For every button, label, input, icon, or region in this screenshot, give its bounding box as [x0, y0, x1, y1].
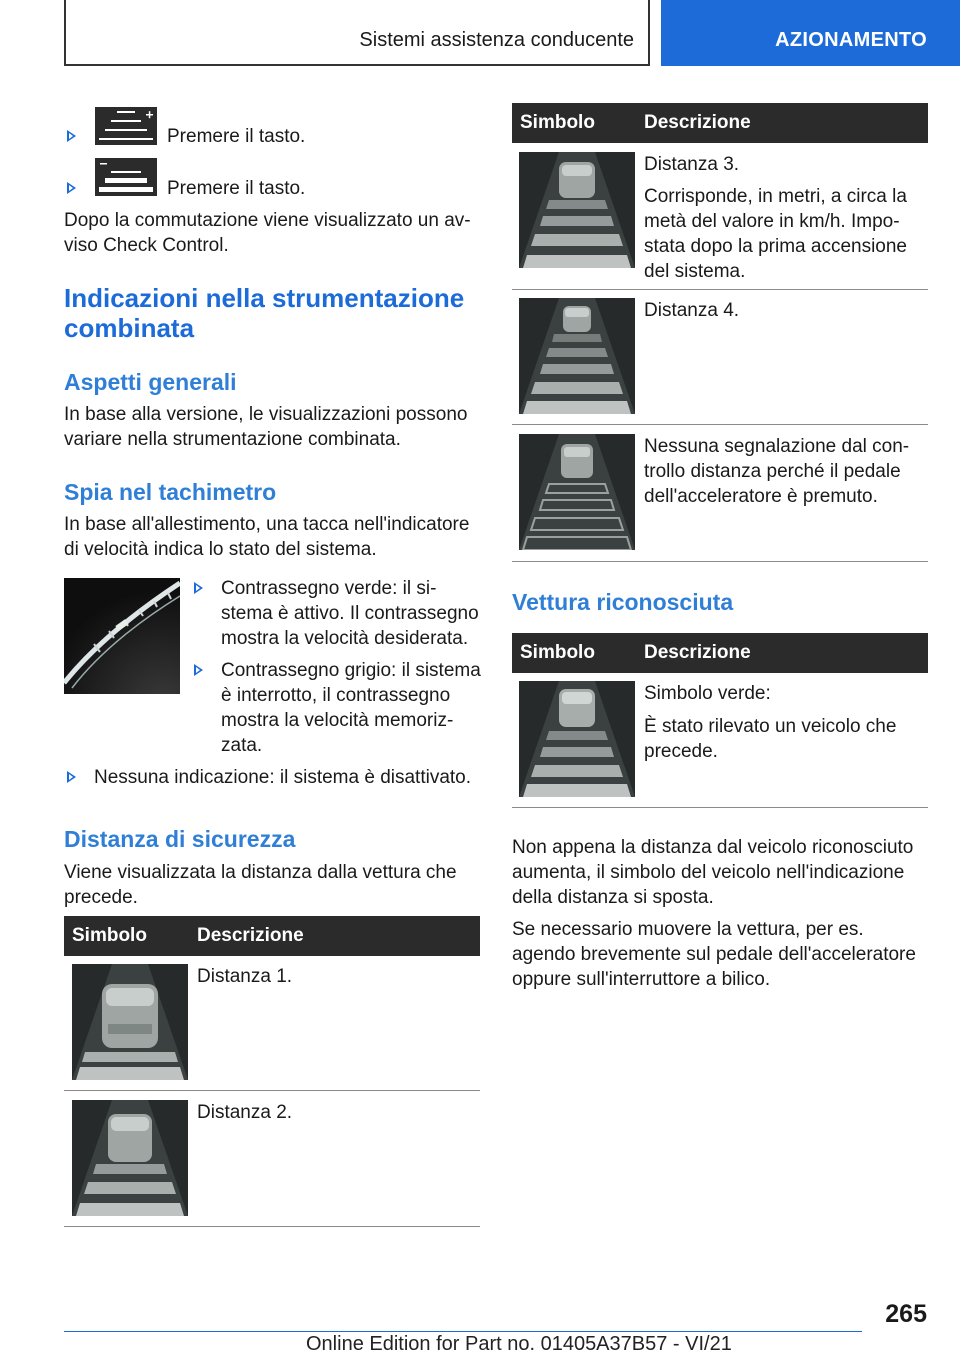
- col-symbol-header: Simbolo: [520, 642, 595, 663]
- bullet-arrow-icon: [194, 582, 203, 594]
- bullet3-text: Nessuna indicazione: il sistema è disattivato.: [94, 767, 472, 788]
- bullet-arrow-icon: [194, 664, 203, 676]
- general-heading: Aspetti generali: [64, 369, 237, 395]
- bullet2-line1: Contrassegno grigio: il sistema: [221, 660, 481, 681]
- recognized-title: Simbolo verde:: [644, 683, 771, 704]
- left-table-header: [64, 916, 480, 956]
- footer-divider: [64, 1331, 862, 1332]
- distance-1-symbol: [72, 964, 188, 1080]
- para2-line1: Se necessario muovere la vettura, per es.: [512, 919, 864, 940]
- para2-line2: agendo brevemente sul pedale dell'acceleratore: [512, 944, 916, 965]
- recognized-line1: È stato rilevato un veicolo che: [644, 716, 897, 737]
- distance-3-line3: stata dopo la prima accensione: [644, 236, 907, 257]
- bullet1-line3: mostra la velocità desiderata.: [221, 628, 469, 649]
- distance-2-symbol: [72, 1100, 188, 1216]
- col-symbol-header: Simbolo: [72, 925, 147, 946]
- no-signal-symbol: [519, 434, 635, 550]
- step1-text: Premere il tasto.: [167, 126, 306, 147]
- section-heading-line1: Indicazioni nella strumentazione: [64, 283, 465, 313]
- tacho-text-line2: di velocità indica lo stato del sistema.: [64, 539, 377, 560]
- speedometer-marker-image: [64, 578, 180, 694]
- distance-decrease-button-icon: [95, 158, 157, 196]
- para1-line1: Non appena la distanza dal veicolo riconosciuto: [512, 837, 914, 858]
- edition-text: Online Edition for Part no. 01405A37B57 - VI/21: [306, 1333, 732, 1355]
- col-desc-header: Descrizione: [197, 925, 304, 946]
- distance-1-desc: Distanza 1.: [197, 966, 293, 987]
- recognized-table-header: [512, 633, 928, 673]
- row-divider: [64, 1090, 480, 1091]
- general-text-line1: In base alla versione, le visualizzazioni possono: [64, 404, 468, 425]
- distance-3-title: Distanza 3.: [644, 154, 740, 175]
- vehicle-recognized-symbol: [519, 681, 635, 797]
- bullet2-line3: mostra la velocità memoriz-: [221, 710, 454, 731]
- tacho-heading: Spia nel tachimetro: [64, 479, 277, 505]
- distance-heading: Distanza di sicurezza: [64, 826, 296, 852]
- step-arrow-icon: [67, 182, 76, 194]
- no-signal-line1: Nessuna segnalazione dal con-: [644, 436, 910, 457]
- general-text-line2: variare nella strumentazione combinata.: [64, 429, 401, 450]
- bullet1-line2: stema è attivo. Il contrassegno: [221, 603, 479, 624]
- step2-text: Premere il tasto.: [167, 178, 306, 199]
- distance-4-symbol: [519, 298, 635, 414]
- page-number: 265: [885, 1300, 927, 1328]
- right-table-header: [512, 103, 928, 143]
- no-signal-line3: dell'acceleratore è premuto.: [644, 486, 878, 507]
- para1-line3: della distanza si sposta.: [512, 887, 714, 908]
- section-heading-line2: combinata: [64, 313, 195, 343]
- section-title: Sistemi assistenza conducente: [359, 29, 634, 51]
- para1-line2: aumenta, il simbolo del veicolo nell'indicazione: [512, 862, 905, 883]
- chapter-title: AZIONAMENTO: [775, 29, 927, 51]
- col-symbol-header: Simbolo: [520, 112, 595, 133]
- distance-3-line4: del sistema.: [644, 261, 746, 282]
- distance-3-symbol: [519, 152, 635, 268]
- col-desc-header: Descrizione: [644, 642, 751, 663]
- distance-2-desc: Distanza 2.: [197, 1102, 293, 1123]
- para2-line3: oppure sull'interruttore a bilico.: [512, 969, 771, 990]
- section-header: [64, 0, 650, 66]
- distance-text-line2: precede.: [64, 887, 138, 908]
- distance-text-line1: Viene visualizzata la distanza dalla vettura che: [64, 862, 457, 883]
- row-divider: [512, 289, 928, 290]
- distance-3-line1: Corrisponde, in metri, a circa la: [644, 186, 907, 207]
- bullet2-line4: zata.: [221, 735, 263, 756]
- chapter-tab: [661, 0, 960, 66]
- after-switch-line2: viso Check Control.: [64, 235, 229, 256]
- row-divider: [512, 807, 928, 808]
- step-arrow-icon: [67, 130, 76, 142]
- row-divider: [64, 1226, 480, 1227]
- col-desc-header: Descrizione: [644, 112, 751, 133]
- row-divider: [512, 424, 928, 425]
- row-divider: [512, 561, 928, 562]
- distance-4-desc: Distanza 4.: [644, 300, 740, 321]
- after-switch-line1: Dopo la commutazione viene visualizzato un av-: [64, 210, 471, 231]
- recognized-heading: Vettura riconosciuta: [512, 589, 734, 615]
- no-signal-line2: trollo distanza perché il pedale: [644, 461, 901, 482]
- tacho-text-line1: In base all'allestimento, una tacca nell'indicatore: [64, 514, 470, 535]
- bullet-arrow-icon: [67, 771, 76, 783]
- bullet2-line2: è interrotto, il contrassegno: [221, 685, 451, 706]
- bullet1-line1: Contrassegno verde: il si-: [221, 578, 437, 599]
- distance-3-line2: metà del valore in km/h. Impo-: [644, 211, 900, 232]
- recognized-line2: precede.: [644, 741, 718, 762]
- distance-increase-button-icon: [95, 107, 157, 145]
